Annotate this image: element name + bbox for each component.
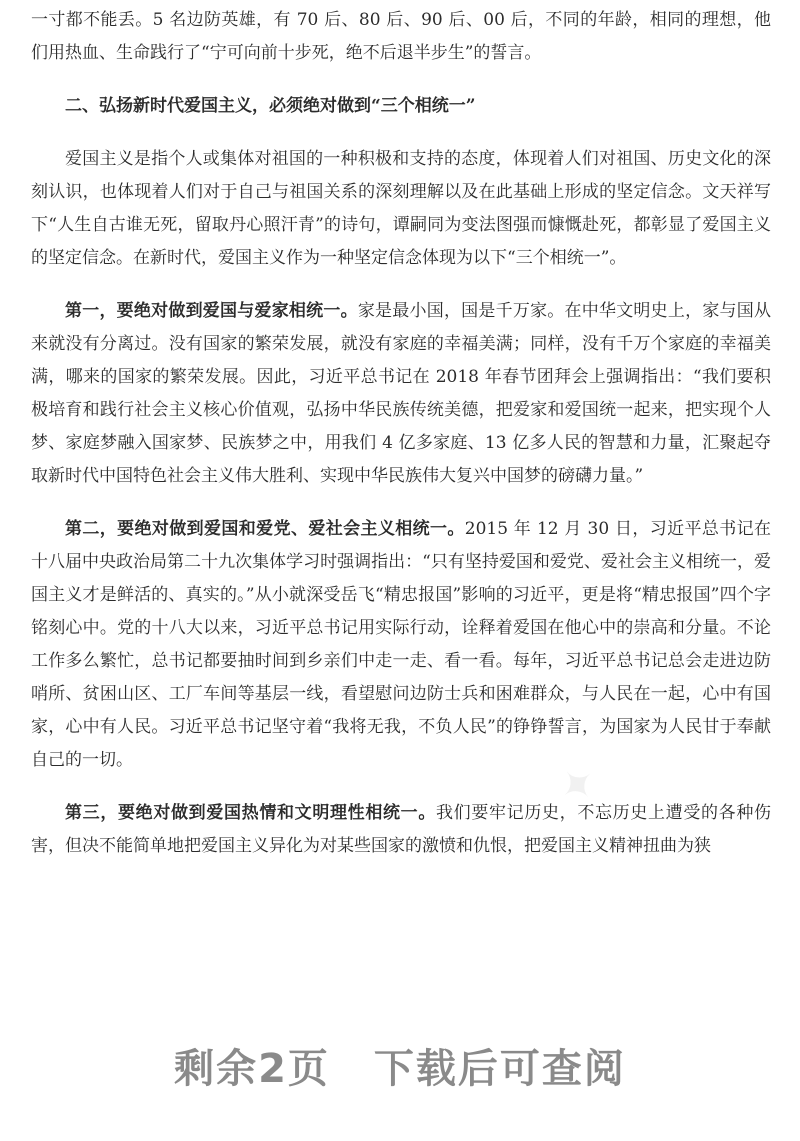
paragraph-intro: 爱国主义是指个人或集体对祖国的一种积极和支持的态度，体现着人们对祖国、历史文化的深刻认识，也体现着人们对于自己与祖国关系的深刻理解以及在此基础上形成的坚定信念。文天祥写下“人生自古谁无死，留取丹心照汗青”的诗句，谭嗣同为变法图强而慷慨赴死，都彰显了爱国主义的坚定信念。在新时代，爱国主义作为一种坚定信念体现为以下“三个相统一”。 xyxy=(31,149,771,268)
remaining-pages-label: 剩余2页 xyxy=(174,1046,330,1092)
download-banner[interactable] xyxy=(0,1037,800,1094)
paragraph-continuation: 一寸都不能丢。5 名边防英雄，有 70 后、80 后、90 后、00 后，不同的年龄，相同的理想，他们用热血、生命践行了“宁可向前十步死，绝不后退半步生”的誓言。 xyxy=(31,10,771,63)
paragraph-third-lead: 第三，要绝对做到爱国热情和文明理性相统一。 xyxy=(65,803,436,823)
paragraph-first-lead: 第一，要绝对做到爱国与爱家相统一。 xyxy=(65,301,358,321)
download-prompt-label: 下载后可查阅 xyxy=(373,1046,626,1092)
paragraph-third xyxy=(31,797,771,863)
paragraph-second-lead: 第二，要绝对做到爱国和爱党、爱社会主义相统一。 xyxy=(65,519,465,539)
section-heading: 二、弘扬新时代爱国主义，必须绝对做到“三个相统一” xyxy=(65,96,476,116)
paragraph-third-body: 我们要牢记历史，不忘历史上遭受的各种伤害，但决不能简单地把爱国主义异化为对某些国家的激愤和仇恨，把爱国主义精神扭曲为狭 xyxy=(31,803,771,856)
document-body xyxy=(31,4,771,883)
watermark: ✦ xyxy=(547,754,609,817)
paragraph-first xyxy=(31,295,771,493)
paragraph-first-body: 家是最小国，国是千万家。在中华文明史上，家与国从来就没有分离过。没有国家的繁荣发展，就没有家庭的幸福美满；同样，没有千万个家庭的幸福美满，哪来的国家的繁荣发展。因此，习近平总书记在 2018 年春节团拜会上强调指出：“我们要积极培育和践行社会主义核心价值观，弘扬中华民族传统美德，把爱家和爱国统一起来，把实现个人梦、家庭梦融入国家梦、民族梦之中，用我们 4 亿多家庭、13 亿多人民的智慧和力量，汇聚起夺取新时代中国特色社会主义伟大胜利、实现中华民族伟大复兴中国梦的磅礴力量。” xyxy=(31,301,772,486)
paragraph-second-body: 2015 年 12 月 30 日，习近平总书记在十八届中央政治局第二十九次集体学习时强调指出：“只有坚持爱国和爱党、爱社会主义相统一，爱国主义才是鲜活的、真实的。”从小就深受岳飞“精忠报国”影响的习近平，更是将“精忠报国”四个字铭刻心中。党的十八大以来，习近平总书记用实际行动，诠释着爱国在他心中的崇高和分量。不论工作多么繁忙，总书记都要抽时间到乡亲们中走一走、看一看。每年，习近平总书记总会走进边防哨所、贫困山区、工厂车间等基层一线，看望慰问边防士兵和困难群众，与人民在一起，心中有国家，心中有人民。习近平总书记坚守着“我将无我，不负人民”的铮铮誓言，为国家为人民甘于奉献自己的一切。 xyxy=(31,519,772,770)
paragraph-second xyxy=(31,513,771,777)
